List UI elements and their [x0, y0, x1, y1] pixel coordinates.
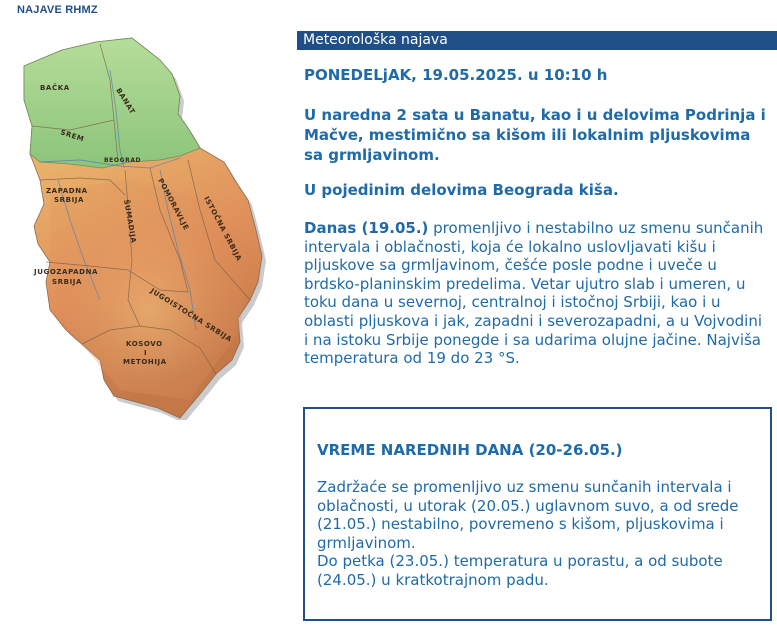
- next-days-paragraph-2: Do petka (23.05.) temperatura u porastu, a od subote (24.05.) u kratkotrajnom padu.: [317, 552, 723, 589]
- region-label-srem: SREM: [59, 128, 86, 144]
- short-term-warning: U naredna 2 sata u Banatu, kao i u delovima Podrinja i Mačve, mestimično sa kišom ili lokalnim pljuskovima sa grmljavinom.: [304, 106, 766, 164]
- region-label-banat: BANAT: [114, 86, 137, 116]
- region-label-zapadna-1: ZAPADNA: [46, 187, 88, 195]
- serbia-regions-map[interactable]: [10, 30, 275, 420]
- region-label-backa: BAČKA: [40, 84, 70, 92]
- today-label: Danas (19.05.): [304, 219, 429, 237]
- today-forecast: [304, 219, 770, 368]
- forecast-panel: [297, 31, 777, 50]
- next-days-paragraph-1: Zadržaće se promenljivo uz smenu sunčanih intervala i oblačnosti, u utorak (20.05.) uglavnom suvo, a od srede (21.05.) nestabilno, povremeno s kišom, pljuskovima i grmljavinom.: [317, 478, 739, 552]
- section-title-bar: Meteorološka najava: [297, 31, 777, 50]
- region-label-kosovo-3: METOHIJA: [123, 358, 167, 366]
- region-label-istocna: ISTOČNA SRBIJA: [202, 195, 244, 263]
- forecast-date: PONEDELjAK, 19.05.2025. u 10:10 h: [304, 66, 608, 84]
- region-label-jugozapadna-1: JUGOZAPADNA: [34, 268, 99, 276]
- region-label-jugoistocna: JUGOISTOČNA SRBIJA: [148, 286, 234, 344]
- next-days-text: [317, 478, 767, 590]
- region-label-kosovo-2: I: [144, 349, 148, 357]
- region-label-kosovo-1: KOSOVO: [126, 340, 163, 348]
- region-label-beograd: BEOGRAD: [104, 157, 142, 164]
- najave-rhmz-link[interactable]: NAJAVE RHMZ: [17, 4, 98, 16]
- serbia-map-svg: [10, 30, 275, 420]
- region-label-zapadna-2: SRBIJA: [54, 196, 84, 204]
- region-label-jugozapadna-2: SRBIJA: [52, 278, 82, 286]
- today-text: promenljivo i nestabilno uz smenu sunčanih intervala i oblačnosti, koja će lokalno uslovljavati kišu i pljuskove sa grmljavinom, češće posle podne i uveče u brdsko-planinskim predelima. Vetar ujutro slab i umeren, u toku dana u severnoj, centralnoj i istočnoj Srbiji, kao i u oblasti pljuskova i jak, zapadni i severozapadni, a u Vojvodini i na istoku Srbije ponegde i sa udarima olujne jačine. Najviša temperatura od 19 do 23 °S.: [304, 219, 764, 368]
- next-days-box: [303, 407, 772, 621]
- region-label-sumadija: ŠUMADIJA: [122, 198, 138, 245]
- belgrade-warning: U pojedinim delovima Beograda kiša.: [304, 181, 619, 199]
- next-days-title: VREME NAREDNIH DANA (20-26.05.): [317, 441, 623, 459]
- region-label-pomoravlje: POMORAVLJE: [156, 177, 191, 232]
